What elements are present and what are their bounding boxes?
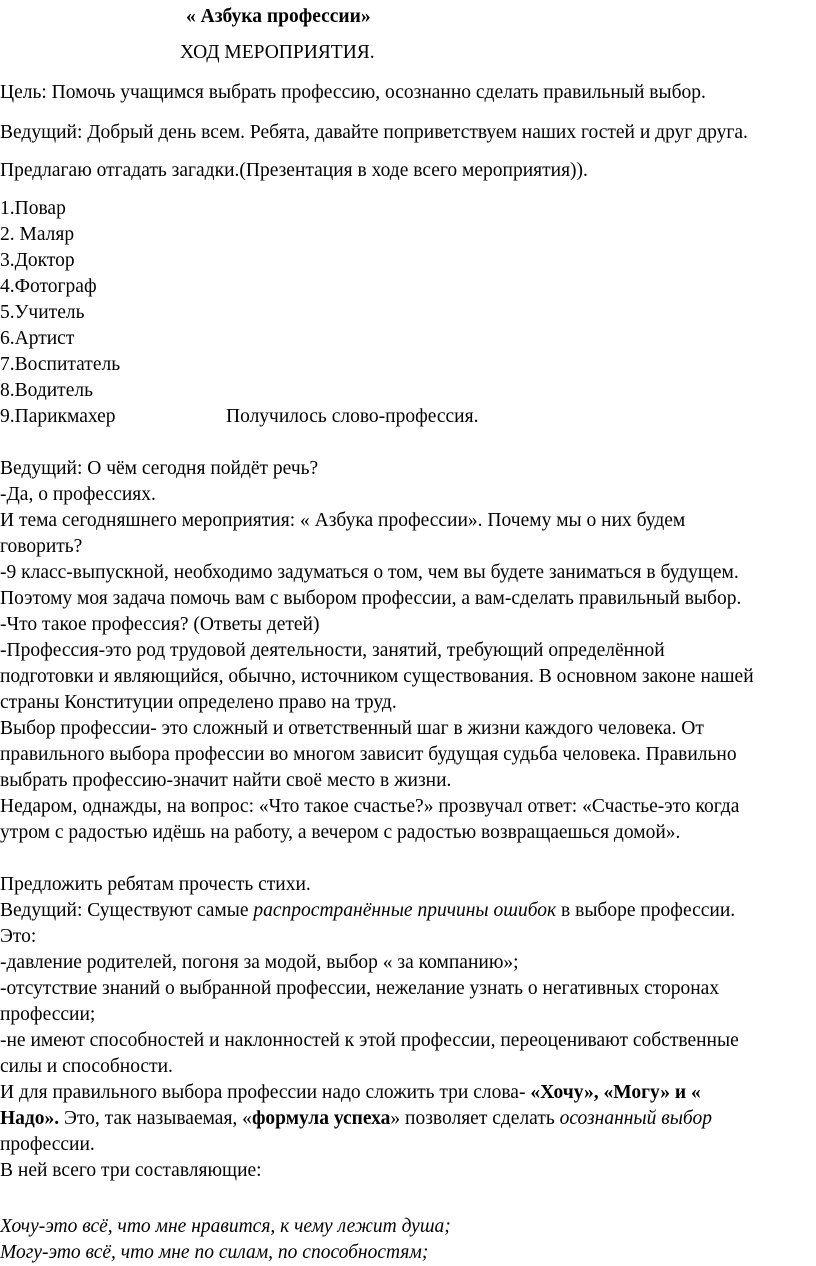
riddles-result: Получилось слово-профессия.: [226, 406, 479, 427]
text-line: Поэтому моя задача помочь вам с выбором профессии, а вам-сделать правильный выбор.: [0, 588, 742, 609]
errors-intro: Ведущий: Существуют самые распространённые причины ошибок в выборе профессии.: [0, 900, 736, 921]
list-item: Могу-это всё, что мне по силам, по способностям;: [0, 1242, 429, 1263]
goal-paragraph: Цель: Помочь учащимся выбрать профессию, осознанно сделать правильный выбор.: [0, 82, 706, 103]
list-item: профессии;: [0, 1004, 96, 1025]
text-line: -Да, о профессиях.: [0, 484, 156, 505]
text-line: профессии.: [0, 1134, 95, 1155]
bold-text: Надо».: [0, 1108, 60, 1129]
bold-text: «Хочу», «Могу» и «: [530, 1082, 701, 1103]
text-line: правильного выбора профессии во многом зависит будущая судьба человека. Правильно: [0, 744, 737, 765]
list-item: 8.Водитель: [0, 380, 93, 401]
text-line: -9 класс-выпускной, необходимо задуматься о том, чем вы будете заниматься в будущем.: [0, 562, 739, 583]
text-line: говорить?: [0, 536, 83, 557]
list-item: 7.Воспитатель: [0, 354, 121, 375]
text-line: выбрать профессию-значит найти своё место в жизни.: [0, 770, 452, 791]
text-line: утром с радостью идёшь на работу, а вечером с радостью возвращаешься домой».: [0, 822, 681, 843]
components-list: [0, 1214, 812, 1266]
text-line: Ведущий: О чём сегодня пойдёт речь?: [0, 458, 319, 479]
text-line: Это:: [0, 926, 37, 947]
list-item: 2. Маляр: [0, 224, 75, 245]
components-intro: В ней всего три составляющие:: [0, 1160, 262, 1181]
document-subtitle: ХОД МЕРОПРИЯТИЯ.: [180, 42, 375, 63]
text-line: страны Конституции определено право на труд.: [0, 692, 397, 713]
list-item: 5.Учитель: [0, 302, 85, 323]
riddles-intro: Предлагаю отгадать загадки.(Презентация в ходе всего мероприятия)).: [0, 160, 588, 181]
formula-line-1: И для правильного выбора профессии надо сложить три слова- «Хочу», «Могу» и «: [0, 1082, 701, 1103]
list-item: 9.Парикмахер: [0, 406, 116, 427]
text-line: подготовки и являющийся, обычно, источником существования. В основном законе нашей: [0, 666, 754, 687]
list-item: -давление родителей, погоня за модой, выбор « за компанию»;: [0, 952, 519, 973]
text-line: -Что такое профессия? (Ответы детей): [0, 614, 320, 635]
list-item: 1.Повар: [0, 198, 66, 219]
emphasis-text: осознанный выбор: [559, 1108, 712, 1129]
document-title: « Азбука профессии»: [186, 6, 371, 27]
list-item: 3.Доктор: [0, 250, 75, 271]
bold-text: формула успеха: [251, 1108, 391, 1129]
list-item: -отсутствие знаний о выбранной профессии, нежелание узнать о негативных сторонах: [0, 978, 720, 999]
list-item: 6.Артист: [0, 328, 75, 349]
main-text: [0, 456, 812, 846]
text-line: Выбор профессии- это сложный и ответственный шаг в жизни каждого человека. От: [0, 718, 704, 739]
text-line: Недаром, однажды, на вопрос: «Что такое счастье?» прозвучал ответ: «Счастье-это когда: [0, 796, 740, 817]
poems-line: Предложить ребятам прочесть стихи.: [0, 874, 311, 895]
text-line: -Профессия-это род трудовой деятельности, занятий, требующий определённой: [0, 640, 665, 661]
riddles-list: [0, 196, 812, 430]
greeting-paragraph: Ведущий: Добрый день всем. Ребята, давайте поприветствуем наших гостей и друг друга.: [0, 122, 748, 143]
list-item: силы и способности.: [0, 1056, 173, 1077]
text-line: И тема сегодняшнего мероприятия: « Азбука профессии». Почему мы о них будем: [0, 510, 686, 531]
list-item: 4.Фотограф: [0, 276, 97, 297]
emphasis-text: распространённые причины ошибок: [253, 900, 557, 921]
formula-line-2: Надо». Это, так называемая, «формула успеха» позволяет сделать осознанный выбор: [0, 1108, 712, 1129]
list-item: Хочу-это всё, что мне нравится, к чему лежит душа;: [0, 1216, 451, 1237]
list-item: -не имеют способностей и наклонностей к этой профессии, переоценивают собственные: [0, 1030, 739, 1051]
errors-section: [0, 872, 812, 1184]
